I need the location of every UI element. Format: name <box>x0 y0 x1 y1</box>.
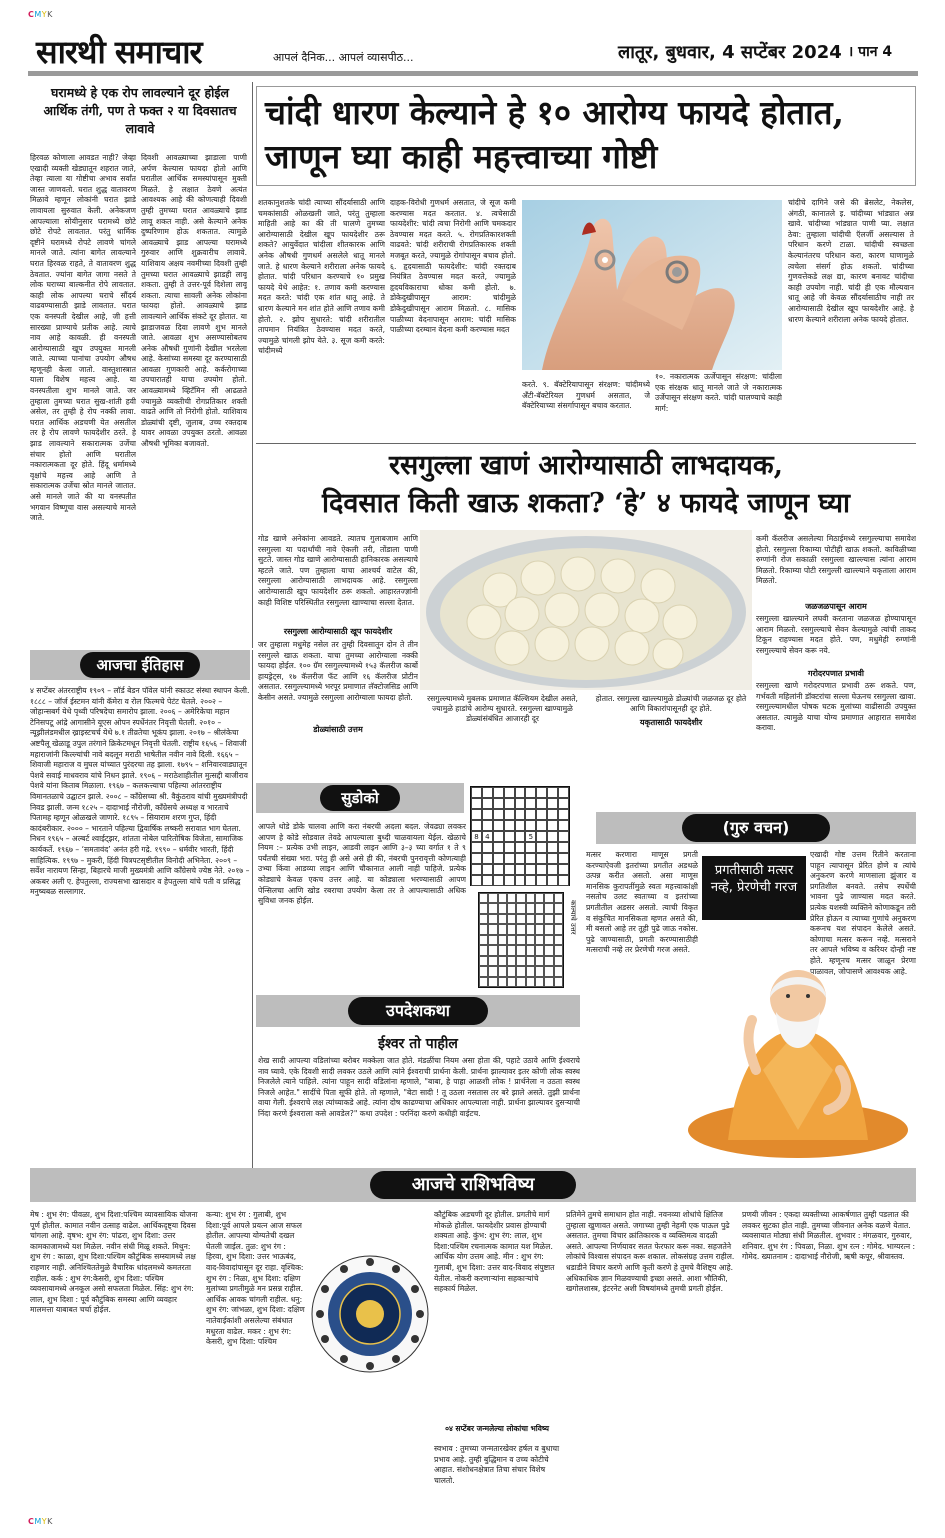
sudoku-cell <box>525 875 536 886</box>
sudoku-cell <box>515 864 526 875</box>
answer-cell <box>544 935 553 945</box>
horoscope-col2: कन्या: शुभ रंग : गुलाबी, शुभ दिशा:पूर्व आपले प्रयत्न आज सफल होतील. आपल्या योग्यतेची दखल घेतली जाईल. तुळ: शुभ रंग : हिरवा, शुभ दिशा: उत्तर भाऊबंद, वाद-विवादांपासून दूर राहा. वृश्चिक: शुभ रंग : निळा, शुभ दिशा: दक्षिण मुलांच्या प्रगतीमुळे मन प्रसन्न राहील. आर्थिक आवक चांगली राहील. धनु: शुभ रंग: जांभळा, शुभ दिशा: दक्षिण नातेवाईकांशी असलेल्या संबंधात मधुरता वाढेल. मकर : शुभ रंग: केसरी, शुभ दिशा: पश्चिम <box>206 1210 305 1347</box>
guru-box-text: प्रगतीसाठी मत्सर नव्हे, प्रेरणेची गरज <box>710 863 798 895</box>
answer-cell <box>479 977 488 987</box>
sudoku-cell <box>525 842 536 853</box>
sudoku-cell <box>482 798 493 809</box>
answer-cell <box>526 945 535 955</box>
masthead <box>28 32 918 76</box>
answer-cell <box>488 935 497 945</box>
answer-cell <box>488 924 497 934</box>
answer-cell <box>507 977 516 987</box>
sudoku-cell <box>482 853 493 864</box>
answer-cell <box>554 914 563 924</box>
guru-title: (गुरु वचन) <box>682 814 830 842</box>
sudoku-cell <box>493 864 504 875</box>
sudoku-cell <box>536 798 547 809</box>
sudoku-cell <box>482 787 493 798</box>
sudoku-cell <box>558 809 569 820</box>
answer-cell <box>498 903 507 913</box>
answer-cell <box>535 924 544 934</box>
silver-col5: चांदीचे दागिने जसे की ब्रेसलेट, नेकलेस, अंगठी, कानातले इ. चांदीच्या भांड्यात अन्न खावे. चांदीच्या भांड्यात पाणी प्या. लक्षात ठेवा: तुम्हाला चांदीची ऍलर्जी असल्यास ते परिधान करणे टाळा. चांदीची स्वच्छता केल्यानंतरच परिधान करा, कारण घाणामुळे त्वचेला संसर्ग होऊ शकतो. चांदीच्या गुणवत्तेकडे लक्ष द्या, कारण बनावट चांदीचा काही उपयोग नाही. चांदी ही एक मौल्यवान धातू आहे जी केवळ सौंदर्यासाठीच नाही तर आरोग्यासाठी देखील खूप फायदेशीर आहे. हे धारण केल्याने शरीराला अनेक फायदे होतात. <box>788 198 914 324</box>
story-text: शेख सादी आपल्या वडिलांच्या बरोबर मक्केला जात होते. मंडळींचा नियम असा होता की, पहाटे उठावे आणि ईश्वराचे नाव घ्यावे. एके दिवशी सादी लवकर उठले आणि त्यांने ईश्वराची प्रार्थना केली. प्रार्थना झाल्यावर इतर कोणी लोक स्वस्थ निजलेले त्याने पाहिले. त्यांना पाहून सादी वडिलांना म्हणाले, "बाबा, हे पाहा आळशी लोक ! प्रार्थनेला न उठता स्वस्थ निजले आहेत." सादींचे पिता सूफी होते. तो म्हणाले, "बेटा सादी ! तू उठला नसतास तर बरे झाले असते. तुझी प्रार्थना वाया गेली. ईश्वराचे लक्ष त्यांच्याकडे आहे. त्यांना दोष काढण्याचा अधिकार आपल्याला नाही. प्रार्थना झाल्यावर दुसऱ्याची निंदा करणे ईश्वराला कसे आवडेल?" कथा उपदेश : परनिंदा करणे कधीही वाईटच. <box>258 1056 580 1118</box>
sudoku-cell <box>504 798 515 809</box>
answer-cell <box>535 977 544 987</box>
sudoku-cell <box>504 842 515 853</box>
sudoku-cell <box>525 809 536 820</box>
sudoku-cell <box>525 820 536 831</box>
story-section-bar <box>256 995 580 1027</box>
answer-cell <box>498 893 507 903</box>
answer-cell <box>507 893 516 903</box>
answer-cell <box>526 966 535 976</box>
sudoku-cell <box>471 842 482 853</box>
sudoku-answer-grid <box>478 892 564 988</box>
horoscope-birthday-title: ०४ सप्टेंबर जन्मलेल्या लोकांचा भविष्य <box>445 1424 549 1433</box>
sudoku-cell <box>536 809 547 820</box>
answer-cell <box>554 966 563 976</box>
sudoku-cell <box>525 853 536 864</box>
answer-cell <box>526 914 535 924</box>
left-column-rule <box>252 82 253 648</box>
sage-illustration <box>668 920 916 1160</box>
silver-headline-box <box>256 86 916 186</box>
sudoku-cell <box>482 875 493 886</box>
sudoku-cell <box>504 853 515 864</box>
guru-box <box>702 856 806 920</box>
rasgulla-headline-2: दिवसात किती खाऊ शकता? ‘हे’ ४ फायदे जाणून घ्या <box>322 488 850 519</box>
sudoku-cell <box>471 798 482 809</box>
answer-cell <box>498 956 507 966</box>
answer-cell <box>516 914 525 924</box>
answer-cell <box>526 924 535 934</box>
sudoku-answer-label: काल्याचे उत्तर <box>569 900 577 935</box>
answer-cell <box>516 893 525 903</box>
rasgulla-photo <box>420 530 752 690</box>
history-section-bar <box>30 650 250 680</box>
horoscope-col4: प्रतिमेने तुमचे समाधान होत नाही. नवनव्या शोधांचे क्षितिज तुम्हाला खुणावत असते. जगाच्या तुम्ही नेहमी एक पाऊल पुढे असतात. तुमचा विचार क्रांतिकारक व व्यक्तिमत्व वादळी असते. आपल्या निर्णयावर सतत फेरफार करू नका. सहजतेने लोकांचे विश्वास संपादन करू शकाल. लोकसंग्रह उत्तम राहील. धडाडीने विचार करणे आणि कृती करणे हे तुमचे वैशिष्ट्य आहे. अधिकाधिक ज्ञान मिळवण्याची इच्छा असते. आशा भौतिकी, खगोलशास्त्र, इंटरनेट अशी विषयांमध्ये तुमची प्रगती होईल. <box>566 1210 735 1294</box>
sudoku-cell <box>482 864 493 875</box>
middle-rule <box>256 443 916 444</box>
silver-col3: करते. ९. बॅक्टेरियापासून संरक्षण: चांदीमध्ये अँटी-बॅक्टेरियल गुणधर्म असतात, जे बॅक्टेरियाच्या संसर्गापासून बचाव करतात. <box>522 380 650 411</box>
sudoku-cell <box>504 831 515 842</box>
sudoku-cell <box>482 820 493 831</box>
sudoku-cell <box>536 787 547 798</box>
answer-cell <box>516 924 525 934</box>
silver-col4: १०. नकारात्मक ऊर्जेपासून संरक्षण: चांदीला एक संरक्षक धातू मानले जाते जे नकारात्मक उर्जेपासून संरक्षण करते. चांदी घालण्याचे काही मार्ग: <box>655 372 782 413</box>
sudoku-cell <box>493 798 504 809</box>
answer-cell <box>479 935 488 945</box>
sudoku-cell <box>547 798 558 809</box>
sudoku-cell: 5 <box>525 831 536 842</box>
rasgulla-sub1: रसगुल्ला आरोग्यासाठी खूप फायदेशीर <box>283 627 393 636</box>
answer-cell <box>498 924 507 934</box>
guru-section-bar <box>596 812 916 844</box>
sudoku-cell <box>536 875 547 886</box>
sudoku-section-bar <box>256 783 464 813</box>
zodiac-wheel-icon <box>310 1214 430 1414</box>
sudoku-cell <box>493 853 504 864</box>
sudoku-cell <box>515 831 526 842</box>
answer-cell <box>554 935 563 945</box>
page-number: । पान 4 <box>848 44 893 60</box>
sudoku-cell <box>504 864 515 875</box>
answer-cell <box>488 945 497 955</box>
answer-cell <box>488 903 497 913</box>
horoscope-col3: कौटुंबिक अडचणी दूर होतील. प्रगतीचे मार्ग मोकळे होतील. फायदेशीर प्रवास होण्याची शक्यता आहे. कुंभ: शुभ रंग: लाल, शुभ दिशा:पश्चिम रचनात्मक कामात यश मिळेल. आर्थिक योग उत्तम आहे. मीन : शुभ रंग: गुलाबी, शुभ दिशा: उत्तर वाद-विवाद संपुष्टात येतील. नोकरी करणाऱ्यांना सहकाऱ्यांचे सहकार्य मिळेल. <box>434 1210 555 1294</box>
answer-cell <box>479 966 488 976</box>
rasgulla-caption2: होतात. रसगुल्ला खाल्ल्यामुळे डोळ्यांची जळजळ दूर होते आणि विकारांपासूनही दूर होते. <box>595 694 747 713</box>
history-title: आजचा ईतिहास <box>80 652 200 678</box>
guru-col1: मत्सर करणारा माणूस प्रगती करण्याऐवजी इतरांच्या प्रगतीत अडथळे उत्पन्न करीत असतो. असा माणूस मानसिक कुरापतींमुळे स्वतः महत्त्वाकांक्षी नसतोच उलट स्वतःच्या व इतरांच्या प्रगतीतील अडसर असतो. त्याची विकृत व संकुचित मानसिकता म्हणत असते की, मी बसलो आहे तर तूही पुढे जाऊ नकोस. पुढे जाण्यासाठी, प्रगती करण्यासाठीही मत्सराची नव्हे तर प्रेरणेची गरज असते. <box>586 850 698 955</box>
rasgulla-bowl-icon <box>420 530 752 690</box>
answer-cell <box>544 945 553 955</box>
sudoku-grid <box>470 786 570 886</box>
answer-cell <box>516 945 525 955</box>
sudoku-cell <box>525 798 536 809</box>
answer-cell <box>544 956 553 966</box>
answer-cell <box>554 945 563 955</box>
answer-cell <box>488 893 497 903</box>
masthead-tagline: आपलं दैनिक... आपलं व्यासपीठ... <box>273 51 414 64</box>
sudoku-cell <box>515 853 526 864</box>
answer-cell <box>498 935 507 945</box>
horoscope-col3b: स्वभाव : तुमच्या जन्मतारखेवर हर्षल व बुधाचा प्रभाव आहे. तुम्ही बुद्धिमान व उच्च कोटीचे आहात. संशोधनक्षेत्रात तिचा संचार विशेष चालतो. <box>434 1444 560 1485</box>
sudoku-cell <box>536 842 547 853</box>
sudoku-cell <box>558 798 569 809</box>
answer-cell <box>544 914 553 924</box>
rasgulla-col1: गोड खाणे अनेकांना आवडते. त्यातच गुलाबजाम आणि रसगुल्ला या पदार्थांची नावे ऐकली तरी, तोंडाला पाणी सुटते. जास्त गोड खाणे आरोग्यासाठी हानिकारक असल्याचे म्हटले जाते. पण तुम्हाला याचा आश्चर्य वाटेल की, रसगुल्ला आरोग्यासाठी लाभदायक आहे. रसगुल्ला आरोग्यासाठी खूप फायदेशीर ठरू शकतो. आहारतज्ज्ञांनी काही विशिष्ट परिस्थितीत रसगुल्ला खाण्याचा सल्ला देतात. <box>258 534 418 607</box>
sudoku-cell <box>482 842 493 853</box>
silver-col2: दाहक-विरोधी गुणधर्म असतात, जे सूज कमी करण्यास मदत करतात. ४. त्वचेसाठी फायदेशीर: चांदी त्वचा निरोगी आणि चमकदार ठेवण्यास मदत करते. ५. रोगप्रतिकारशक्ती वाढवते: चांदी शरीराची रोगप्रतिकारक शक्ती मजबूत करते, ज्यामुळे रोगांपासून बचाव होतो. ६. हृदयासाठी फायदेशीर: चांदी रक्तदाब नियंत्रित ठेवण्यास मदत करते, ज्यामुळे हृदयविकाराचा धोका कमी होतो. ७. डोकेदुखीपासून आराम: चांदीमुळे डोकेदुखीपासून आराम मिळतो. ८. मासिक पाळीच्या वेदनापासून आराम: चांदी मासिक पाळीच्या दरम्यान वेदना कमी करण्यास मदत <box>390 198 516 335</box>
sudoku-cell <box>515 820 526 831</box>
answer-cell <box>516 935 525 945</box>
answer-cell <box>516 956 525 966</box>
sudoku-cell <box>504 875 515 886</box>
sudoku-cell <box>547 820 558 831</box>
answer-cell <box>479 945 488 955</box>
silver-col1: शतकानुशतके चांदी त्याच्या सौंदर्यासाठी आणि चमकांसाठी ओळखली जाते, परंतु तुम्हाला माहिती आहे का की ती घालणे तुमच्या आरोग्यासाठी देखील खूप फायदेशीर ठरू शकते? आयुर्वेदात चांदीला शीतकारक आणि अनेक औषधी गुणधर्म असलेले धातू मानले जाते. हे धारण केल्याने शरीराला अनेक फायदे होतात. चांदी परिधान करण्याचे १० प्रमुख फायदे येथे आहेत: १. तणाव कमी करण्यास मदत करते: चांदी एक शांत धातू आहे. ते धारण केल्याने मन शांत होते आणि तणाव कमी होतो. २. झोप सुधारते: चांदी शरीरातील तापमान नियंत्रित ठेवण्यास मदत करते, ज्यामुळे चांगली झोप येते. ३. सूज कमी करते: चांदीमध्ये <box>258 198 385 356</box>
sudoku-cell <box>547 853 558 864</box>
side-story-col2: दिवशी आवळ्याच्या झाडाला पाणी अर्पण केल्यास फायदा होतो आणि घरातील आर्थिक समस्यांपासून मुक्ती मिळते. हे लक्षात ठेवणे अत्यंत आवश्यक आहे की कोणत्याही दिवशी तुम्ही तुमच्या घरात आवळ्याचे झाड लावू शकत नाही. असे केल्याने अनेक दुष्परिणाम होऊ शकतात. त्यामुळे आवळ्याचे झाड आपल्या घरामध्ये गुरुवार आणि शुक्रवारीच लावावे. याशिवाय अक्षय नवमीच्या दिवशी तुम्ही तुमच्या घरात आवळ्याचे झाडही लावू शकता. तुम्ही ते उत्तर-पूर्व दिशेला लावू शकता. त्याचा सावली अनेक लोकांना फायदा होतो. आवळ्याचे झाड लावल्याने आर्थिक संकटे दूर होतात. या झाडाजवळ दिवा लावणे शुभ मानले जाते. आवळा शुभ असण्यासोबतच अनेक औषधी गुणांनी देखील भरलेला आहे. केसांच्या समस्या दूर करण्यासाठी आवळा गुणकारी आहे. कर्करोगाच्या उपचारातही याचा उपयोग होतो. आवळ्यामध्ये व्हिटॅमिन सी आढळते ज्यामुळे व्यक्तीची रोगप्रतिकार शक्ती वाढते आणि तो निरोगी होतो. याशिवाय डोळ्यांची दृष्टी, जुलाब, उच्च रक्तदाब यावर आवळा उपयुक्त ठरतो. आवळा औषधी भूमिका बजावतो. <box>141 153 247 449</box>
rasgulla-caption1: रसगुल्ल्यामध्ये मुबलक प्रमाणात कॅल्शियम देखील असते, ज्यामुळे हाडांचे आरोग्य सुधारते. रसगुल्ला खाण्यामुळे डोळ्यांसंबंधित आजारही दूर <box>427 694 578 723</box>
sudoku-cell: 4 <box>482 831 493 842</box>
answer-cell <box>554 903 563 913</box>
answer-cell <box>535 966 544 976</box>
answer-cell <box>526 935 535 945</box>
sudoku-cell <box>493 820 504 831</box>
sudoku-cell <box>558 853 569 864</box>
rasgulla-sub5: गरोदरपणात प्रभावी <box>808 669 864 678</box>
sudoku-cell <box>525 864 536 875</box>
sudoku-cell <box>471 864 482 875</box>
sage-icon <box>668 920 916 1160</box>
sudoku-cell <box>515 787 526 798</box>
sudoku-cell <box>547 864 558 875</box>
answer-cell <box>507 924 516 934</box>
story-title: उपदेशकथा <box>348 997 488 1025</box>
sudoku-cell <box>515 842 526 853</box>
answer-cell <box>535 935 544 945</box>
sudoku-cell <box>504 809 515 820</box>
answer-cell <box>544 966 553 976</box>
sudoku-cell <box>471 809 482 820</box>
answer-cell <box>488 914 497 924</box>
sudoku-cell <box>547 875 558 886</box>
sudoku-cell <box>493 831 504 842</box>
answer-cell <box>554 977 563 987</box>
horoscope-col5: प्रणयी जीवन : एकदा व्यक्तीच्या आकर्षणात तुम्ही पडलात की लवकर सुटका होत नाही. तुमच्या जीवनात अनेक वळणे येतात. व्यवसायात मोठ्या संधी मिळतील. शुभवार : मंगळवार, गुरुवार, शनिवार. शुभ रंग : पिवळा, निळा. शुभ रत्न : गोमेद. भाग्यरत्न : गोमेद. ख्यातनाम : दादाभाई नौरोजी, ऋषी कपूर, श्रीवास्तव. <box>742 1210 916 1262</box>
side-story-col1: हिरवळ कोणाला आवडत नाही? जेव्हा एखादी व्यक्ती खेड्यातून शहरात जाते, तेव्हा त्याला या गोष्टीचा अभाव सर्वांत जास्त जाणवतो. घरात शुद्ध वातावरण मिळावे म्हणून लोकांनी घरात झाडे लावायला सुरुवात केली. अनेकजण आपल्याला सोयीनुसार घरामध्ये छोटे छोटे रोपटे लावतात. परंतु धार्मिक दृष्टीने घरामध्ये रोपटे लावणे चांगले मानले जाते. त्यांना बागेत लावल्याने घरात हिरवळ राहते, ते वातावरण शुद्ध ठेवतात. ज्यांना बागेत जागा नसते ते लोक घराच्या बाल्कनीत रोपे लावतात. काही लोक आपल्या घराचे सौंदर्य वाढवण्यासाठी झाडे लावतात. घरात एक वनस्पती देखील आहे, जी हत्ती सारख्या प्राण्याचे प्रतीक आहे. त्याचे नाव आहे कावळी. ही वनस्पती आरोग्यासाठी खूप उपयुक्त मानली जाते. त्याच्या पानांचा उपयोग औषध म्हणूनही केला जातो. वास्तुशास्त्रात याला विशेष महत्त्व आहे. या वनस्पतीला शुभ मानले जाते. जर तुम्हाला तुमच्या घरात सुख-शांती हवी असेल, तर तुम्ही हे रोप नक्की लावा. घरात आर्थिक अडचणी येत असतील तर हे रोप लावणे फायदेशीर ठरते. हे झाड लावल्याने सकारात्मक उर्जेचा संचार होतो आणि घरातील नकारात्मकता दूर होते. हिंदू धर्मामध्ये वृक्षांचे महत्त्व आहे आणि ते सकारात्मक उर्जेचा स्रोत मानले जातात. असे मानले जाते की या वनस्पतीत भगवान विष्णूचा वास असल्याचे मानले जाते. <box>30 153 136 523</box>
answer-cell <box>507 903 516 913</box>
rasgulla-col3b: रसगुल्ला खाल्ल्याने लघवी करताना जळजळ होण्यापासून आराम मिळतो. रसगुल्ल्याचे सेवन केल्यामुळे त्यांची ताकद टिकून राहण्यास मदत होते. पण, मधुमेही रुग्णांनी रसगुल्ल्याचे सेवन करू नये. <box>756 614 916 655</box>
sudoku-cell <box>536 820 547 831</box>
answer-cell <box>507 914 516 924</box>
sudoku-cell <box>558 787 569 798</box>
answer-cell <box>526 956 535 966</box>
sudoku-cell <box>558 831 569 842</box>
sudoku-cell <box>482 809 493 820</box>
answer-cell <box>554 893 563 903</box>
answer-cell <box>516 977 525 987</box>
answer-cell <box>535 945 544 955</box>
masthead-title: सारथी समाचार <box>36 33 202 71</box>
sudoku-cell <box>471 820 482 831</box>
sudoku-cell: 8 <box>471 831 482 842</box>
sudoku-cell <box>493 787 504 798</box>
rasgulla-headline-1: रसगुल्ला खाणं आरोग्यासाठी लाभदायक, <box>389 450 783 481</box>
answer-cell <box>479 956 488 966</box>
answer-cell <box>498 966 507 976</box>
horoscope-col1: मेष : शुभ रंग: पीवळा, शुभ दिशा:पश्चिम व्यावसायिक योजना पूर्ण होतील. कामात नवीन उत्साह वाढेल. आर्थिकदृष्ट्या दिवस चांगला आहे. वृषभ: शुभ रंग: पांढरा, शुभ दिशा: उत्तर कामकाजामध्ये यश मिळेल. नवीन संधी मिळू शकते. मिथुन: शुभ रंग : काळा, शुभ दिशा:पश्चिम कौटुंबिक सम्स्यामध्ये लक्ष राहणार नाही. अनिश्चिततेमुळे वैचारिक धांदलमध्ये कमतरता राहील. कर्क : शुभ रंग:केसरी, शुभ दिशा: पश्चिम व्यवसायामध्ये अनकूल असो सफलता मिळेल. सिंह: शुभ रंग: लाल, शुभ दिशा : पूर्व कौटुंबिक समस्या आणि व्यवहार मालमत्ता याबाबत चर्चा होईल. <box>30 1210 198 1315</box>
answer-cell <box>544 924 553 934</box>
print-mark-bottom: CMYK <box>28 1517 53 1526</box>
sudoku-cell <box>558 864 569 875</box>
sudoku-cell <box>471 787 482 798</box>
answer-cell <box>544 893 553 903</box>
answer-cell <box>516 966 525 976</box>
rasgulla-col3a: कमी कॅलरीज असलेल्या मिठाईमध्ये रसगुल्ल्याचा समावेश होतो. रसगुल्ला रिकाम्या पोटीही खाऊ शकतो. काविळीच्या रुग्णांनी रोज सकाळी रसगुल्ला खाल्ल्यास त्यांना आराम मिळतो. रिकाम्या पोटी रसगुल्ली खाल्ल्याने यकृताला आराम मिळतो. <box>756 534 916 586</box>
sudoku-cell <box>515 809 526 820</box>
answer-cell <box>535 903 544 913</box>
answer-cell <box>507 966 516 976</box>
sudoku-cell <box>471 853 482 864</box>
masthead-date: लातूर, बुधवार, 4 सप्टेंबर 2024 <box>618 42 842 63</box>
sudoku-cell <box>558 842 569 853</box>
answer-cell <box>507 935 516 945</box>
sudoku-title: सुडोको <box>320 785 400 811</box>
answer-cell <box>498 914 507 924</box>
answer-cell <box>507 956 516 966</box>
answer-cell <box>488 977 497 987</box>
sudoku-cell <box>493 875 504 886</box>
answer-cell <box>535 914 544 924</box>
story-headline: ईश्वर तो पाहील <box>378 1036 458 1052</box>
answer-cell <box>479 893 488 903</box>
rasgulla-sub3: यकृतासाठी फायदेशीर <box>639 718 703 727</box>
sudoku-cell <box>547 787 558 798</box>
side-story-headline: घरामध्ये हे एक रोप लावल्याने दूर होईल आर्थिक तंगी, पण ते फक्त २ या दिवसातच लावावे <box>43 85 237 136</box>
sudoku-text: आपले थोडे डोके चालवा आणि करा नंबरची अदला बदल. जेवढ्या लवकर आपण हे कोडे सोडवाल तेवढे आपल्याला बुध्दी चाळवायला येईल. खेळाचे नियम :– प्रत्येक उभी लाइन, आडवी लाइन आणि ३–३ च्या वर्गात १ ते ९ पर्यंतची संख्या भरा. परंतु ही असे असे ही की, नंबरची पुनरावृत्ती कोणत्याही उभ्या किंवा आडव्या लाइन आणि चौकानात आली नाही पाहिजे. प्रत्येक कोड्याचे केवळ एकच उत्तर आहे. या कोड्याला भरण्यासाठी आपण पेन्सिलचा आणि खोड रबराचा उपयोग केला तर ते आपल्यासाठी अधिक सुविधा जनक होईल. <box>258 822 466 906</box>
sudoku-cell <box>536 853 547 864</box>
sudoku-cell <box>558 875 569 886</box>
answer-cell <box>526 903 535 913</box>
answer-cell <box>526 893 535 903</box>
sudoku-cell <box>525 787 536 798</box>
sudoku-cell <box>504 787 515 798</box>
rasgulla-sub2: डोळ्यांसाठी उत्तम <box>313 725 363 734</box>
sudoku-cell <box>504 820 515 831</box>
silver-headline: चांदी धारण केल्याने हे १० आरोग्य फायदे होतात, जाणून घ्या काही महत्त्वाच्या गोष्टी <box>265 93 845 176</box>
horoscope-title: आजचे राशिभविष्य <box>370 1171 576 1199</box>
horoscope-banner <box>30 1168 916 1202</box>
rasgulla-sub4: जळजळपासून आराम <box>805 602 867 611</box>
answer-cell <box>498 945 507 955</box>
sudoku-cell <box>515 875 526 886</box>
answer-cell <box>488 956 497 966</box>
rasgulla-col1b: जर तुम्हाला मधुमेह नसेल तर तुम्ही दिवसातून दोन ते तीन रसगुल्ले खाऊ शकता. याचा तुमच्या आरोग्याला नक्की फायदा होईल. १०० ग्रॅम रसगुल्ल्यामध्ये १५३ कॅलरीज कार्बो हायड्रेट्स, १७ कॅलरीज फॅट आणि १६ कॅलरीज प्रोटीन असतात. रसगुल्ल्यामध्ये भरपूर प्रमाणात लॅक्टोजसिड आणि केसीन असते. ज्यामुळे रसगुल्ला आरोग्याला फायदा होतो. <box>258 640 418 702</box>
ring-hand-icon <box>522 200 782 370</box>
answer-cell <box>535 956 544 966</box>
answer-cell <box>516 903 525 913</box>
answer-cell <box>479 924 488 934</box>
answer-cell <box>544 977 553 987</box>
answer-cell <box>535 893 544 903</box>
sudoku-cell <box>558 820 569 831</box>
answer-cell <box>507 945 516 955</box>
sudoku-cell <box>547 842 558 853</box>
sudoku-cell <box>536 831 547 842</box>
history-text: ४ सप्टेंबर अंतरराष्ट्रीय १९०९ – लॉर्ड बेडन पॉवेल यांनी स्काउट संस्था स्थापन केली. १८८८ – जॉर्ज ईस्टमन यांनी कॅमेरा व रोल फिल्मचे पेटंट घेतले. २००२ – जोहान्सबर्ग येथे पृथ्वी परिषदेचा समारोप झाला. २००६ – अमेरिकेचा महान टेनिसपटू आंद्रे आगासीने यूएस ओपन स्पर्धेनंतर निवृत्ती घेतली. २०१० – न्यूझीलंडमधील ख्राइस्टचर्च येथे ७.१ तीव्रतेचा भूकंप झाला. २०१७ – श्रीलंकेचा अष्टपैलू खेळाडू उपुल तरंगाने क्रिकेटमधून निवृत्ती घेतली. राष्ट्रीय १६५६ – शिवाजी महाराजांनी किल्ल्यांची नावे बदलून मराठी भाषेतील नवीन नावे दिली. १६६५ – शिवाजी महाराज व मुघल यांच्यात पुरंदरचा तह झाला. १७९५ – शनिवारवाड्यातून पेशवे सवाई माधवराव यांचे निधन झाले. १९०६ – मराठेशाहीतील मुत्सद्दी बाजीराव पेशवे यांना किताब मिळाला. १९६७ – कलकत्त्याचा पहिल्या आंतरराष्ट्रीय विमानतळाचे उद्घाटन झाले. २००८ – कॉंग्रेसच्या श्री. वैकुंठराव यांची मुख्यमंत्रीपदी निवड झाली. जन्म १८२५ – दादाभाई नौरोजी, काँग्रेसचे अध्यक्ष व भारताचे पितामह म्हणून ओळखले जाणारे. १८९५ – सियाराम शरण गुप्त, हिंदी कादंबरीकार. २००० – भारताने पहिल्या द्विवार्षिक लष्करी सरावात भाग घेतला. निधन १९६५ – अल्बर्ट श्वाईट्झर, शांतता नोबेल पारितोषिक विजेता, सामाजिक कार्यकर्ते. १९६७ – ‘समतावंद’ अनंत हरी गद्रे. १९९० – धर्मवीर भारती, हिंदी साहित्यिक. १९९७ – मुकरी, हिंदी चित्रपटसृष्टीतील विनोदी अभिनेता. २००९ – सर्वेश नारायण सिन्हा, बिहारचे माजी मुख्यमंत्री आणि काँग्रेसचे ज्येष्ठ नेते. २०१७ – अकबर अली ए. हेपतुल्ला, राज्यसभा खासदार व हेपतुल्ला यांचे पती व प्रसिद्ध मनुष्यबळ सल्लागार. <box>30 686 250 897</box>
answer-cell <box>479 903 488 913</box>
answer-cell <box>544 903 553 913</box>
answer-cell <box>526 977 535 987</box>
answer-cell <box>488 966 497 976</box>
sudoku-cell <box>536 864 547 875</box>
guru-col2: एखादी गोष्ट उत्तम रितीने करताना पाहून त्यापासून प्रेरित होणे व त्यांचे अनुकरण करणे माणसाला झुंजार व प्रगतिशील बनवते. तसेच स्पर्धेची भावना पुढे जाण्यास मदत करते. प्रत्येक यशस्वी व्यक्तिने कोणाकडून तरी प्रेरित होऊन व त्याच्या गुणांचे अनुकरण करूनच यश संपादन केलेले असते. कोणाचा मत्सर करून नव्हे. मत्सराने तर आपले भविष्य व करियर दोन्ही नष्ट होते. म्हणूनच मत्सर जाळून प्रेरणा पाळावल, जोपासणे आवश्यक आहे. <box>810 850 916 976</box>
answer-cell <box>498 977 507 987</box>
print-mark-top: CMYK <box>28 10 53 19</box>
rasgulla-col3c: रसगुल्ला खाणे गरोदरपणात प्रभावी ठरू शकते. पण, गर्भवती महिलांनी डॉक्टरांचा सल्ला घेऊनच रसगुल्ला खावा. रसगुल्ल्यामधील पोषक घटक मुलांच्या वाढीसाठी उपयुक्त असतात. त्यामुळे याचा योग्य प्रमाणात आहारात समावेश करावा. <box>756 681 916 733</box>
sudoku-cell <box>493 842 504 853</box>
answer-cell <box>479 914 488 924</box>
zodiac-wheel <box>310 1214 430 1414</box>
ring-hand-photo <box>522 200 782 370</box>
sudoku-cell <box>493 809 504 820</box>
answer-cell <box>554 924 563 934</box>
sudoku-cell <box>547 831 558 842</box>
sudoku-cell <box>471 875 482 886</box>
answer-cell <box>554 956 563 966</box>
sudoku-cell <box>547 809 558 820</box>
history-rule <box>252 650 253 1180</box>
sudoku-cell <box>515 798 526 809</box>
